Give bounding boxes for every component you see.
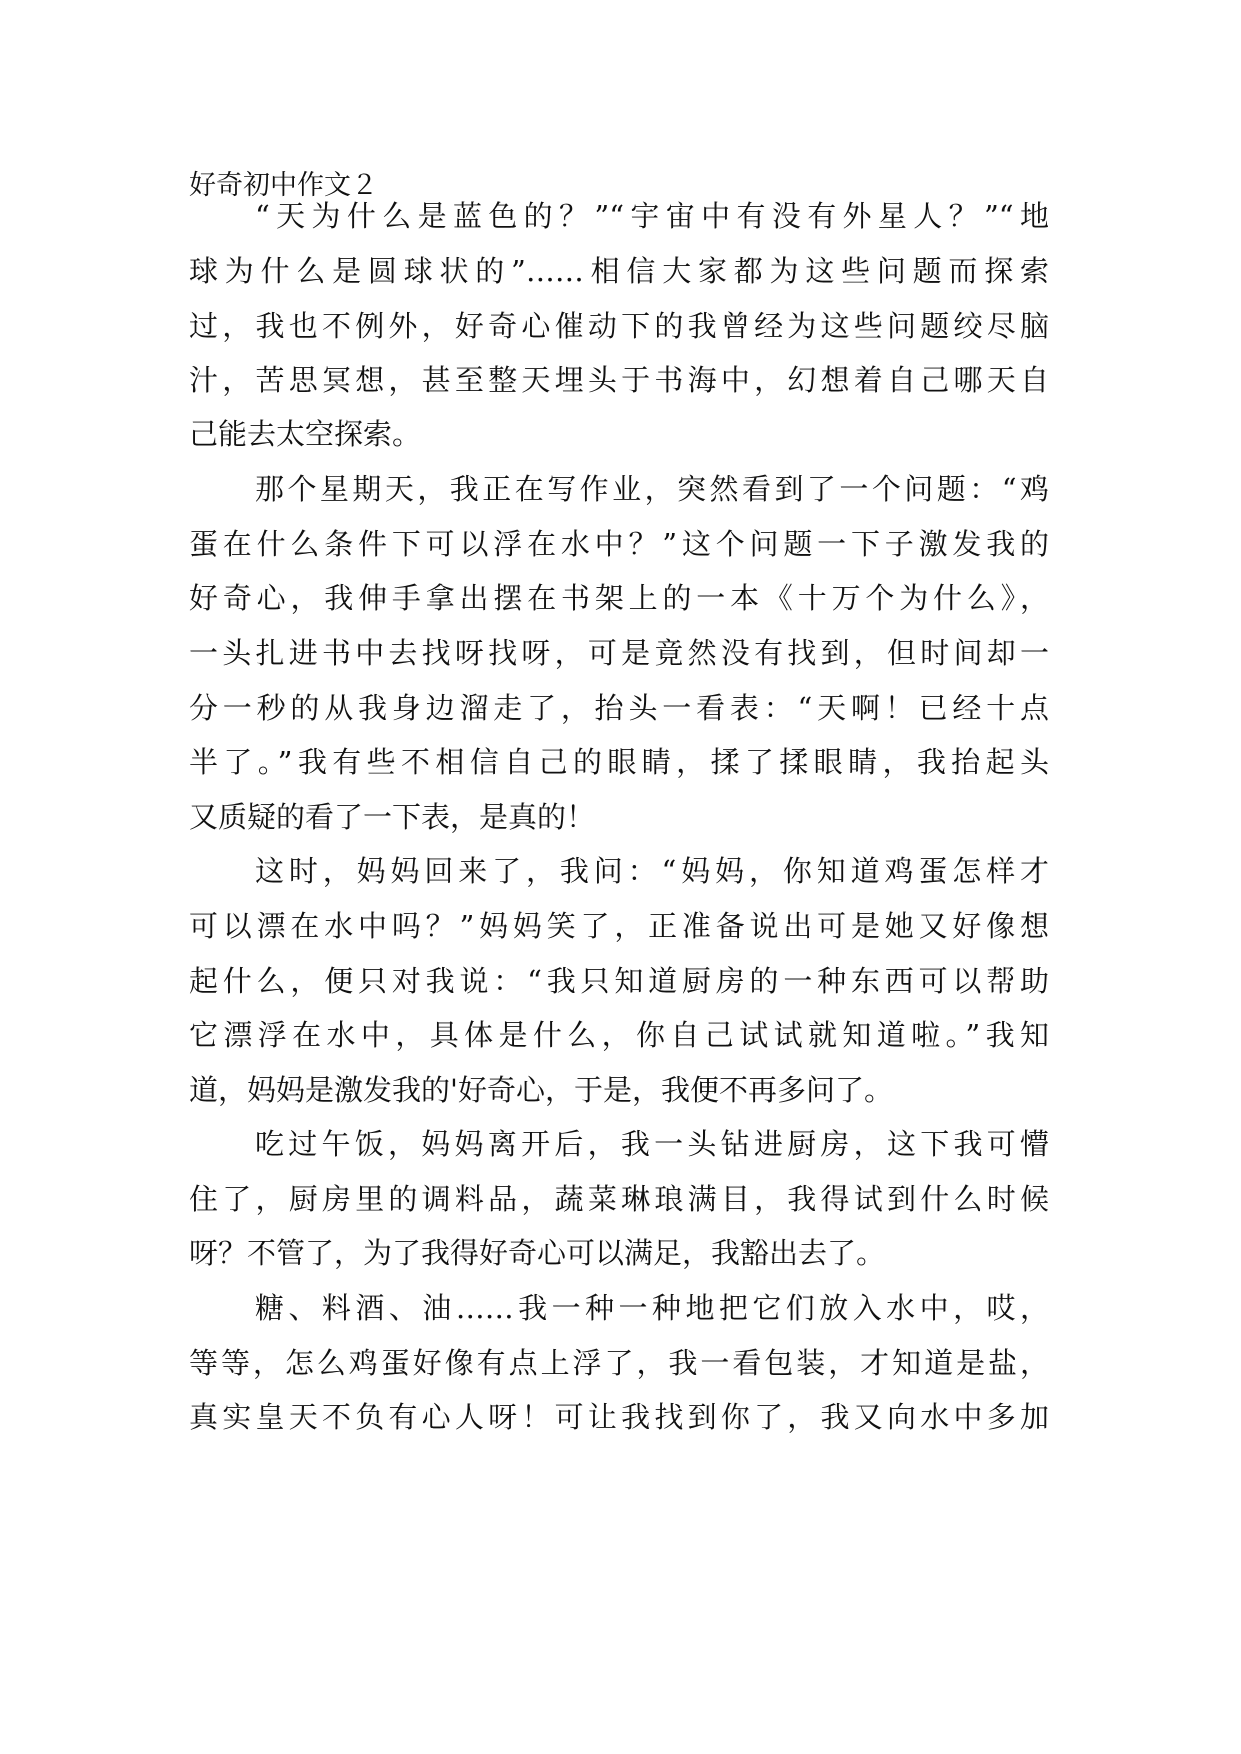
paragraph-line: 分一秒的从我身边溜走了，抬头一看表：“天啊！已经十点 [189,691,1049,725]
paragraph-line: 汁，苦思冥想，甚至整天埋头于书海中，幻想着自己哪天自 [189,363,1049,397]
paragraph-line: 一头扎进书中去找呀找呀，可是竟然没有找到，但时间却一 [189,636,1049,670]
paragraph-line: 球为什么是圆球状的”……相信大家都为这些问题而探索 [189,254,1049,288]
paragraph-line: 道，妈妈是激发我的'好奇心，于是，我便不再多问了。 [189,1073,893,1107]
paragraph-line: 己能去太空探索。 [189,417,422,451]
paragraph-line: 好奇心，我伸手拿出摆在书架上的一本《十万个为什么》， [189,581,1049,615]
paragraph-line: 蛋在什么条件下可以浮在水中？”这个问题一下子激发我的 [189,527,1049,561]
paragraph-line: 等等，怎么鸡蛋好像有点上浮了，我一看包装，才知道是盐， [189,1346,1049,1380]
paragraph-line: “天为什么是蓝色的？”“宇宙中有没有外星人？”“地 [255,199,1049,233]
paragraph-line: 这时，妈妈回来了，我问：“妈妈，你知道鸡蛋怎样才 [255,854,1049,888]
paragraph-line: 它漂浮在水中，具体是什么，你自己试试就知道啦。”我知 [189,1018,1049,1052]
paragraph-line: 过，我也不例外，好奇心催动下的我曾经为这些问题绞尽脑 [189,309,1049,343]
paragraph-line: 糖、料酒、油……我一种一种地把它们放入水中，哎， [255,1291,1049,1325]
document-title: 好奇初中作文２ [189,170,378,201]
paragraph-line: 起什么，便只对我说：“我只知道厨房的一种东西可以帮助 [189,964,1049,998]
paragraph-line: 又质疑的看了一下表，是真的！ [189,800,596,834]
paragraph-line: 呀？不管了，为了我得好奇心可以满足，我豁出去了。 [189,1236,886,1270]
paragraph-line: 那个星期天，我正在写作业，突然看到了一个问题：“鸡 [255,472,1049,506]
paragraph-line: 住了，厨房里的调料品，蔬菜琳琅满目，我得试到什么时候 [189,1182,1049,1216]
paragraph-line: 半了。”我有些不相信自己的眼睛，揉了揉眼睛，我抬起头 [189,745,1049,779]
paragraph-line: 吃过午饭，妈妈离开后，我一头钻进厨房，这下我可懵 [255,1127,1049,1161]
paragraph-line: 可以漂在水中吗？”妈妈笑了，正准备说出可是她又好像想 [189,909,1049,943]
paragraph-line: 真实皇天不负有心人呀！可让我找到你了，我又向水中多加 [189,1400,1049,1434]
